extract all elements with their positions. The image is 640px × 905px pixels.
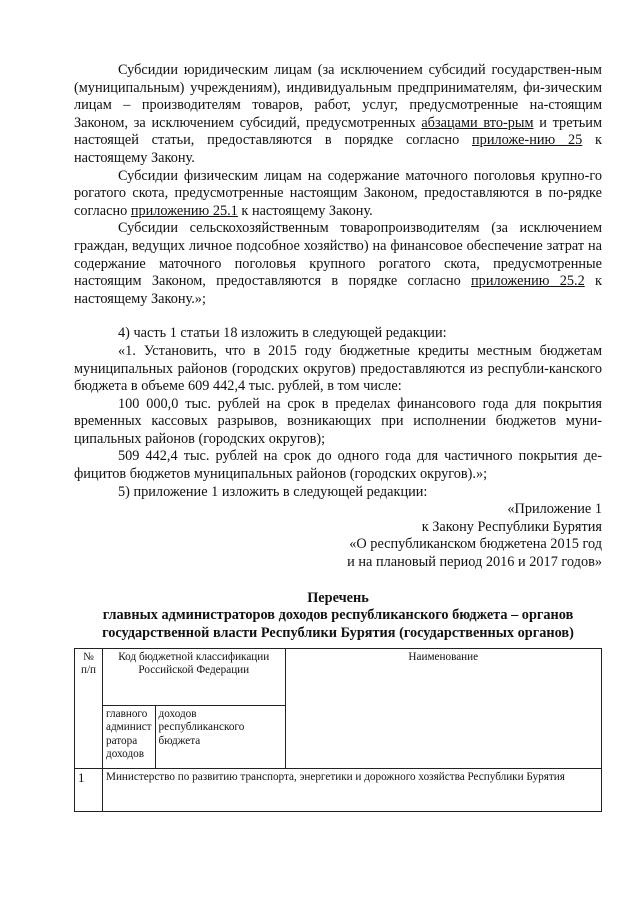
text: и третьим настоящей статьи, предоставляются в порядке согласно bbox=[74, 114, 603, 149]
paragraph-item-4: 4) часть 1 статьи 18 изложить в следующей редакции: bbox=[118, 325, 447, 342]
header-income-code: доходов республиканского бюджета bbox=[155, 706, 285, 769]
text: Субсидии юридическим лицам (за исключением субсидий государствен-ным (муниципальным) учреждениям), индивидуальным предпринимателям, фи-зическим лицам – производителям товаров, работ, услуг, предусмотренные на-стоящим Законом, за исключением субсидий, предусмотренных bbox=[74, 62, 602, 131]
appendix-line-1: «Приложение 1 bbox=[507, 501, 602, 518]
text: Субсидии сельскохозяйственным товаропроизводителям (за исключением граждан, ведущих личное подсобное хозяйство) на финансовое обеспечение затрат на содержание маточного поголовья крупного рогатого скота, предусмотренные настоящим Законом, предоставляются в порядке согласно bbox=[74, 220, 602, 290]
paragraph-item-5: 5) приложение 1 изложить в следующей редакции: bbox=[118, 483, 428, 500]
row-number: 1 bbox=[75, 769, 103, 812]
row-ministry: Министерство по развитию транспорта, энергетики и дорожного хозяйства Республики Бурятия bbox=[103, 769, 602, 812]
paragraph-subsidies-legal bbox=[74, 62, 602, 168]
paragraph-subsidies-agri bbox=[74, 220, 602, 308]
text: к настоящему Закону. bbox=[237, 202, 373, 219]
heading-line-3: государственной власти Республики Бурятия (государственных органов) bbox=[102, 624, 574, 641]
heading-title: Перечень bbox=[307, 589, 369, 606]
paragraph-subsidies-individuals bbox=[74, 168, 602, 221]
link-paragraphs[interactable]: абзацами вто-рым bbox=[421, 114, 534, 131]
table-row bbox=[75, 769, 602, 812]
appendix-line-3: «О республиканском бюджетена 2015 год bbox=[349, 536, 602, 553]
text: Субсидии физическим лицам на содержание маточного поголовья крупно-го рогатого скота, предусмотренные настоящим Законом, предоставляются в по-рядке согласно bbox=[74, 167, 602, 219]
appendix-line-2: к Закону Республики Бурятия bbox=[421, 518, 602, 535]
heading-line-2: главных администраторов доходов республиканского бюджета – органов bbox=[102, 607, 574, 624]
header-name: Наименование bbox=[285, 649, 601, 769]
link-appendix-25[interactable]: приложе-нию 25 bbox=[472, 132, 583, 149]
text: к настоящему Закону.»; bbox=[74, 273, 602, 307]
header-number: № п/п bbox=[75, 649, 103, 769]
paragraph-credit-100000: 100 000,0 тыс. рублей на срок в пределах финансового года для покрытия временных кассовых разрывов, возникающих при исполнении бюджетов муни-ципальных районов (городских округов); bbox=[74, 395, 602, 447]
document-body bbox=[74, 62, 602, 642]
appendix-line-4: и на плановый период 2016 и 2017 годов» bbox=[347, 554, 602, 571]
header-admin-code: главного админист ратора доходов bbox=[103, 706, 156, 769]
text: к настоящему Закону. bbox=[74, 132, 602, 166]
link-appendix-25-1[interactable]: приложению 25.1 bbox=[130, 202, 238, 219]
link-appendix-25-2[interactable]: приложению 25.2 bbox=[471, 273, 585, 290]
paragraph-budget-credits: «1. Установить, что в 2015 году бюджетные кредиты местным бюджетам муниципальных районов (городских округов) предоставляются из республи-канского бюджета в объеме 609 442,4 тыс. рублей, в том числе: bbox=[74, 342, 602, 395]
administrators-table bbox=[74, 648, 602, 812]
header-code: Код бюджетной классификации Российской Федерации bbox=[103, 649, 286, 706]
paragraph-credit-509442: 509 442,4 тыс. рублей на срок до одного года для частичного покрытия де-фицитов бюджетов муниципальных районов (городских округов).»; bbox=[74, 448, 602, 483]
